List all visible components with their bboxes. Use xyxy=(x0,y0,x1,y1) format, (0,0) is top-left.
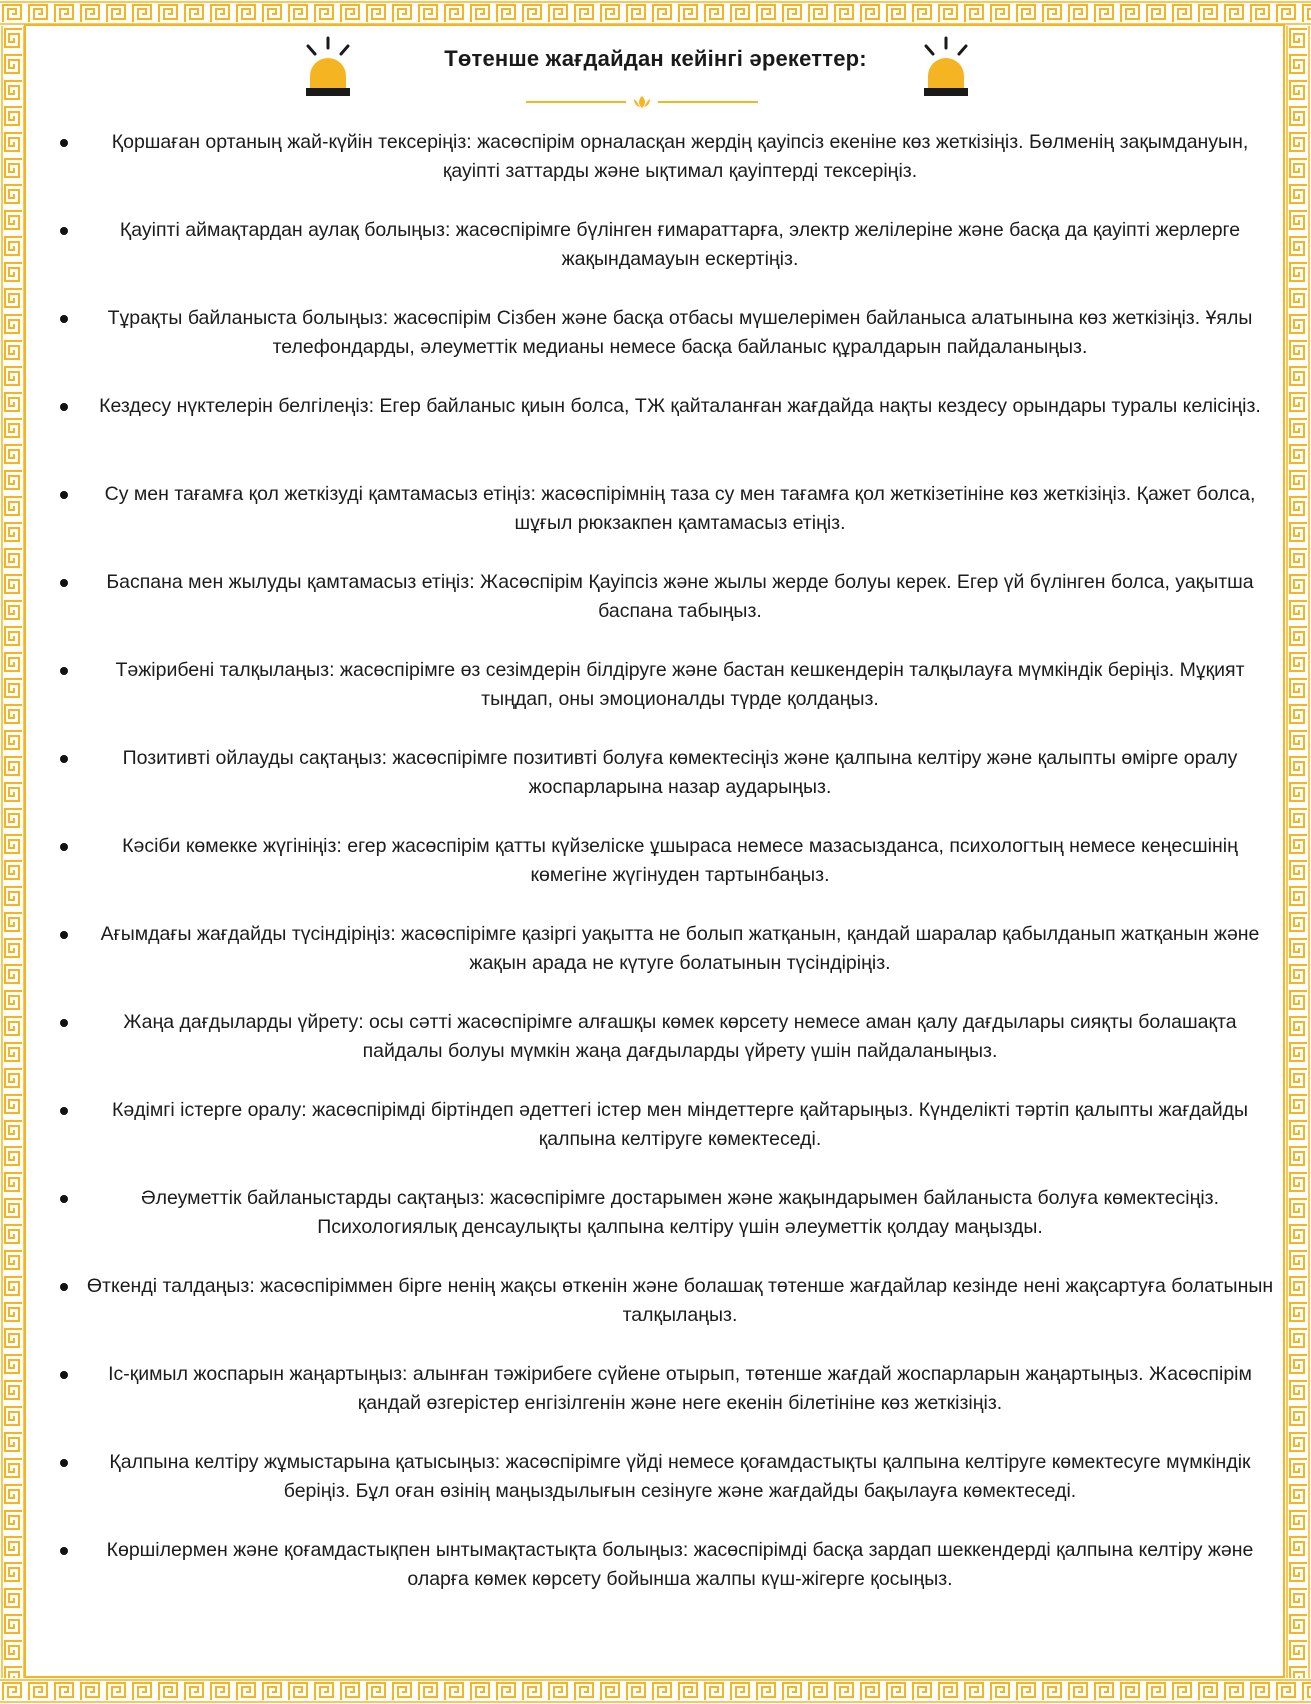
bullet-icon xyxy=(60,1459,68,1467)
bullet-icon xyxy=(60,579,68,587)
bullet-icon xyxy=(60,315,68,323)
bullet-icon xyxy=(60,491,68,499)
list-item-text: Қоршаған ортаның жай-күйін тексеріңіз: жасөспірім орналасқан жердің қауіпсіз екеніне көз жеткізіңіз. Бөлменің зақымдануын, қауіпті заттарды және ықтимал қауіптерді тексеріңіз. xyxy=(111,131,1249,182)
action-list xyxy=(52,128,1274,1624)
bullet-icon xyxy=(60,403,68,411)
list-item xyxy=(52,744,1274,832)
list-item xyxy=(52,1272,1274,1360)
list-item-text: Іс-қимыл жоспарын жаңартыңыз: алынған тәжірибеге сүйене отырып, төтенше жағдай жоспарларын жаңартыңыз. Жасөспірім қандай өзгерістер енгізілгенін және неге екенін білетініне көз жеткізіңіз. xyxy=(108,1363,1252,1414)
bullet-icon xyxy=(60,1019,68,1027)
bullet-icon xyxy=(60,1195,68,1203)
list-item xyxy=(52,920,1274,1008)
list-item-text: Әлеуметтік байланыстарды сақтаңыз: жасөспірімге достарымен және жақындарымен байланыста болуға көмектесіңіз. Психологиялық денсаулықты қалпына келтіру үшін әлеуметтік қолдау маңызды. xyxy=(140,1187,1220,1238)
border-left xyxy=(0,26,26,1678)
list-item-text: Ағымдағы жағдайды түсіндіріңіз: жасөспірімге қазіргі уақытта не болып жатқанын, қандай шаралар қабылданып жатқанын және жақын арада не күтуге болатынын түсіндіріңіз. xyxy=(100,923,1260,974)
bullet-icon xyxy=(60,1107,68,1115)
list-item-text: Көршілермен және қоғамдастықпен ынтымақтастықта болыңыз: жасөспірімді басқа зардап шеккендерді қалпына келтіру және оларға көмек көрсету бойынша жалпы күш-жігерге қосыңыз. xyxy=(106,1539,1254,1590)
list-item xyxy=(52,1536,1274,1624)
list-item-text: Кездесу нүктелерін белгілеңіз: Егер байланыс қиын болса, ТЖ қайталанған жағдайда нақты кездесу орындары туралы келісіңіз. xyxy=(99,395,1261,417)
list-item xyxy=(52,216,1274,304)
list-item-text: Су мен тағамға қол жеткізуді қамтамасыз етіңіз: жасөспірімнің таза су мен тағамға қол жеткізетініне көз жеткізіңіз. Қажет болса, шұғыл рюкзакпен қамтамасыз етіңіз. xyxy=(104,483,1256,534)
bullet-icon xyxy=(60,227,68,235)
bullet-icon xyxy=(60,931,68,939)
list-item-text: Қауіпті аймақтардан аулақ болыңыз: жасөспірімге бүлінген ғимараттарға, электр желілеріне және басқа да қауіпті жерлерге жақындамауын ескертіңіз. xyxy=(119,219,1241,270)
bullet-icon xyxy=(60,139,68,147)
list-item-text: Тұрақты байланыста болыңыз: жасөспірім Сізбен және басқа отбасы мүшелерімен байланыса алатынына көз жеткізіңіз. Ұялы телефондарды, әлеуметтік медианы немесе басқа байланыс құралдарын пайдаланыңыз. xyxy=(107,307,1253,358)
bullet-icon xyxy=(60,843,68,851)
list-item xyxy=(52,1096,1274,1184)
list-item xyxy=(52,128,1274,216)
bullet-icon xyxy=(60,1547,68,1555)
list-item-text: Кәсіби көмекке жүгініңіз: егер жасөспірім қатты күйзеліске ұшыраса немесе мазасызданса, психологтың немесе кеңесшінің көмегіне жүгінуден тартынбаңыз. xyxy=(122,835,1238,886)
list-item-text: Жаңа дағдыларды үйрету: осы сәтті жасөспірімге алғашқы көмек көрсету немесе аман қалу дағдылары сияқты болашақта пайдалы болуы мүмкін жаңа дағдыларды үйрету үшін пайдаланыңыз. xyxy=(123,1011,1237,1062)
bullet-icon xyxy=(60,1371,68,1379)
border-bottom xyxy=(0,1678,1311,1704)
page-title: Төтенше жағдайдан кейінгі әрекеттер: xyxy=(444,46,867,71)
list-item xyxy=(52,480,1274,568)
list-item xyxy=(52,1360,1274,1448)
list-item xyxy=(52,656,1274,744)
bullet-icon xyxy=(60,667,68,675)
list-item-text: Позитивті ойлауды сақтаңыз: жасөспірімге позитивті болуға көмектесіңіз және қалпына келтіру және қалыпты өмірге оралу жоспарларына назар аударыңыз. xyxy=(122,747,1238,798)
list-item xyxy=(52,832,1274,920)
bullet-icon xyxy=(60,755,68,763)
list-item xyxy=(52,568,1274,656)
border-right xyxy=(1285,26,1311,1678)
list-item xyxy=(52,392,1274,480)
list-item xyxy=(52,1448,1274,1536)
list-item xyxy=(52,1184,1274,1272)
bullet-icon xyxy=(60,1283,68,1291)
list-item-text: Қалпына келтіру жұмыстарына қатысыңыз: жасөспірімге үйді немесе қоғамдастықты қалпына келтіруге көмектесуге мүмкіндік беріңіз. Бұл оған өзінің маңыздылығын сезінуге және жағдайды бақылауға көмектеседі. xyxy=(109,1451,1251,1502)
list-item-text: Тәжірибені талқылаңыз: жасөспірімге өз сезімдерін білдіруге және бастан кешкендерін талқылауға мүмкіндік беріңіз. Мұқият тыңдап, оны эмоционалды түрде қолдаңыз. xyxy=(115,659,1245,710)
list-item-text: Өткенді талдаңыз: жасөспіріммен бірге ненің жақсы өткенін және болашақ төтенше жағдайлар кезінде нені жақсартуға болатынын талқылаңыз. xyxy=(86,1275,1274,1326)
list-item xyxy=(52,1008,1274,1096)
list-item-text: Баспана мен жылуды қамтамасыз етіңіз: Жасөспірім Қауіпсіз және жылы жерде болуы керек. Егер үй бүлінген болса, уақытша баспана табыңыз. xyxy=(106,571,1254,622)
siren-icon xyxy=(916,36,976,104)
list-item-text: Кәдімгі істерге оралу: жасөспірімді біртіндеп әдеттегі істер мен міндеттерге қайтарыңыз. Күнделікті тәртіп қалыпты жағдайды қалпына келтіруге көмектеседі. xyxy=(111,1099,1249,1150)
border-top xyxy=(0,0,1311,26)
decorative-divider-icon xyxy=(526,94,758,110)
list-item xyxy=(52,304,1274,392)
